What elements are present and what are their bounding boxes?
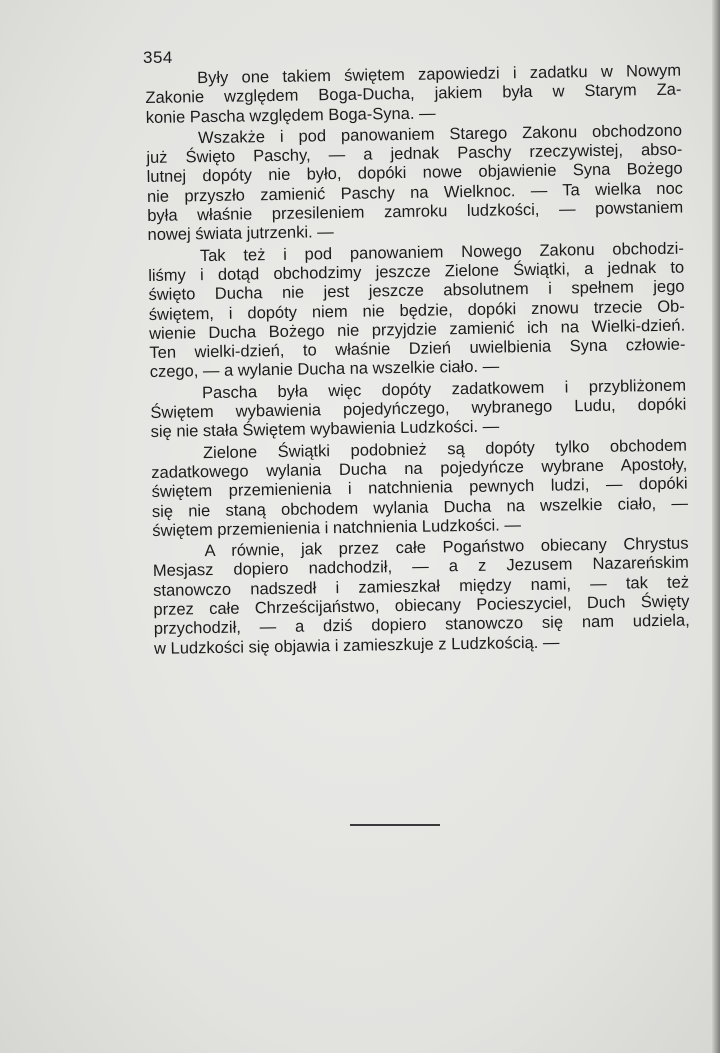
text-line: Świętem wybawienia pojedyńczego, wybranego Ludu, dopóki — [150, 395, 687, 423]
section-end-rule — [350, 824, 440, 826]
text-line: Wszakże i pod panowaniem Starego Zakonu obchodzono — [197, 121, 683, 148]
text-line: nie przyszło zamienić Paschy na Wielknoc. — Ta wielka noc — [146, 179, 684, 206]
text-line: była właśnie przesileniem zamroku ludzkości, — powstaniem — [147, 198, 684, 226]
text-line: nowej świata jutrzenki. — — [147, 223, 334, 245]
text-line: stanowczo nadszedł i zamieszkał między nami, — tak też — [153, 573, 690, 600]
text-line: Pascha była więc dopóty zadatkowem i przybliżonem — [201, 376, 687, 402]
text-line: się nie stała Świętem wybawienia Ludzkości. — — [150, 417, 500, 442]
page-number: 354 — [143, 48, 173, 67]
text-line: świętem, i dopóty niem nie będzie, dopóki znowu trzecie Ob- — [148, 297, 685, 324]
text-line: Były one takiem świętem zapowiedzi i zadatku w Nowym — [196, 61, 682, 88]
text-line: konie Pascha względem Boga-Syna. — — [145, 104, 436, 127]
text-line: wienie Ducha Bożego nie przyjdzie zamienić ich na Wielki-dzień. — [149, 316, 686, 343]
text-line: Mesjasz dopiero nadchodził, — a z Jezusem Nazareńskim — [152, 553, 689, 581]
text-line: lutnej dopóty nie było, dopóki nowe objawienie Syna Bożego — [146, 160, 683, 187]
text-line: czego, — a wylanie Ducha na wszelkie ciało. — — [149, 357, 500, 382]
text-line: przychodził, — a dziś dopiero stanowczo się nam udziela, — [153, 611, 690, 639]
text-line: Ten wielki-dzień, to właśnie Dzień uwielbienia Syna człowie- — [149, 335, 686, 363]
text-line: święto Ducha nie jest jeszcze absolutnem i spełnem jego — [148, 277, 685, 305]
page-edge-shadow — [712, 0, 720, 1053]
text-line: zadatkowego wylania Ducha na pojedyńcze wybrane Apostoły, — [151, 455, 688, 482]
text-line: liśmy i dotąd obchodzimy jeszcze Zielone Świątki, a jednak to — [148, 258, 685, 285]
text-line: A równie, jak przez całe Pogaństwo obiecany Chrystus — [204, 534, 689, 561]
text-line: świętem przemienienia i natchnienia Ludzkości. — — [152, 515, 522, 540]
text-line: w Ludzkości się objawia i zamieszkuje z Ludzkością. — — [153, 633, 560, 658]
text-line: świętem przemienienia i natchnienia pewnych ludzi, — dopóki — [151, 474, 688, 502]
text-line: przez całe Chrześcijaństwo, obiecany Pocieszyciel, Duch Święty — [153, 592, 690, 619]
text-line: Tak też i pod panowaniem Nowego Zakonu obchodzi- — [199, 239, 685, 265]
body-text — [145, 62, 690, 659]
text-line: Zielone Świątki podobnież są dopóty tylko obchodem — [202, 436, 688, 462]
text-line: się nie staną obchodem wylania Ducha na wszelkie ciało, — — [151, 494, 689, 521]
text-line: Zakonie względem Boga-Ducha, jakiem była w Starym Za- — [145, 80, 682, 108]
text-line: już Święto Paschy, — a jednak Paschy rzeczywistej, abso- — [146, 140, 683, 168]
